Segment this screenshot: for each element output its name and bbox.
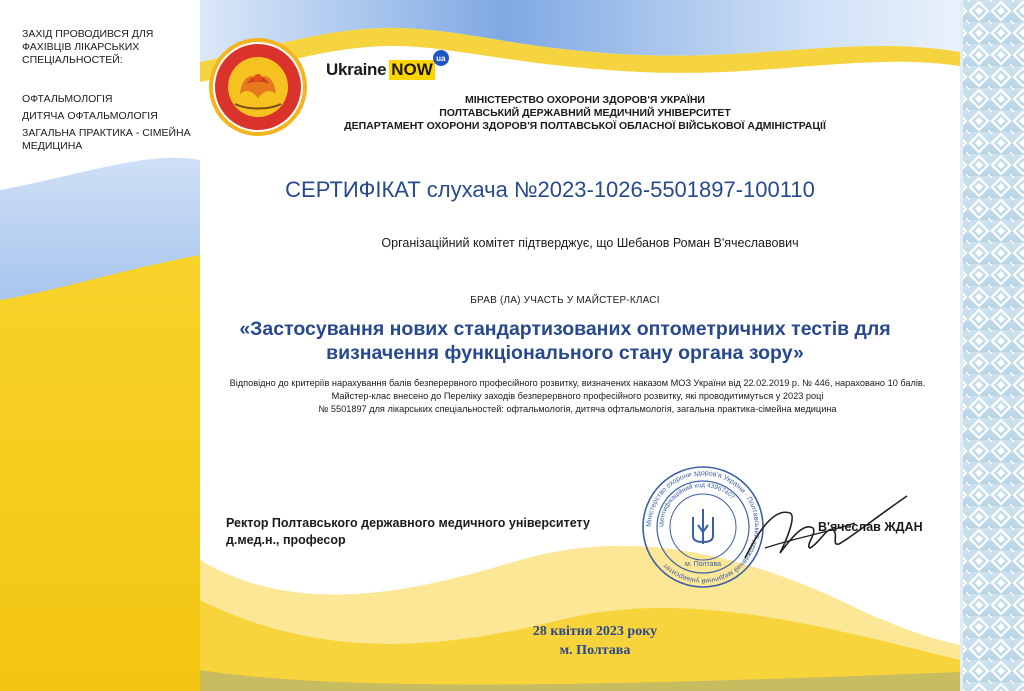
stamp-code-text: Ідентифікаційний код 43967407 [657,481,736,528]
criteria-line: Майстер-клас внесено до Переліку заходів безперервного професійного розвитку, які проводитимуться у 2023 році [331,391,824,401]
participation-text: БРАВ (ЛА) УЧАСТЬ У МАЙСТЕР-КЛАСІ [470,295,660,306]
sidebar [22,28,192,153]
trident-icon [693,509,713,544]
sidebar-event-for: ЗАХІД ПРОВОДИВСЯ ДЛЯ ФАХІВЦІВ ЛІКАРСЬКИХ СПЕЦІАЛЬНОСТЕЙ: [22,28,154,66]
stamp-city: м. Полтава [684,561,722,568]
ukraine-now-highlight: NOW [391,60,433,79]
header-university: ПОЛТАВСЬКИЙ ДЕРЖАВНИЙ МЕДИЧНИЙ УНІВЕРСИТЕТ [439,107,731,119]
ukraine-now-word: Ukraine [326,60,387,79]
masterclass-title-line: «Застосування нових стандартизованих оптометричних тестів для [239,318,891,340]
issue-city: м. Полтава [559,643,631,658]
confirmation-text: Організаційний комітет підтверджує, що Шебанов Роман В'ячеславович [381,236,799,250]
rector-degree: д.мед.н., професор [226,533,346,547]
criteria-line: № 5501897 для лікарських спеціальностей: офтальмологія, дитяча офтальмологія, загальна практика-сімейна медицина [318,404,837,414]
header-ministry: МІНІСТЕРСТВО ОХОРОНИ ЗДОРОВ'Я УКРАЇНИ [465,94,705,106]
rector-title [226,515,656,549]
stamp-outer-text: Міністерство охорони здоров'я України · Полтавський державний медичний університет [645,469,761,585]
criteria-text [195,377,960,416]
sidebar-specialty: ОФТАЛЬМОЛОГІЯ [22,93,113,105]
rector-position: Ректор Полтавського державного медичного університету [226,516,590,530]
issue-date-text: 28 квітня 2023 року [532,624,658,639]
masterclass-title-line: визначення функціонального стану органа зору» [326,342,804,364]
ukraine-now-logo [326,50,449,80]
masterclass-title [195,317,935,365]
issue-date [480,622,710,660]
university-seal-logo [207,36,309,138]
header-department: ДЕПАРТАМЕНТ ОХОРОНИ ЗДОРОВ'Я ПОЛТАВСЬКОЇ ОБЛАСНОЇ ВІЙСЬКОВОЇ АДМІНІСТРАЦІЇ [344,120,826,132]
sidebar-specialty: ДИТЯЧА ОФТАЛЬМОЛОГІЯ [22,110,158,122]
rector-name: В'ячеслав ЖДАН [818,520,923,534]
certificate-title: СЕРТИФІКАТ слухача №2023-1026-5501897-100110 [285,177,815,202]
institution-header [344,94,826,133]
ukraine-now-badge: ua [433,50,449,66]
sidebar-specialty: ЗАГАЛЬНА ПРАКТИКА - СІМЕЙНА МЕДИЦИНА [22,127,191,152]
criteria-line: Відповідно до критеріїв нарахування балів безперервного професійного розвитку, визначених наказом МОЗ України від 22.02.2019 р. № 446, нараховано 10 балів. [229,378,926,388]
